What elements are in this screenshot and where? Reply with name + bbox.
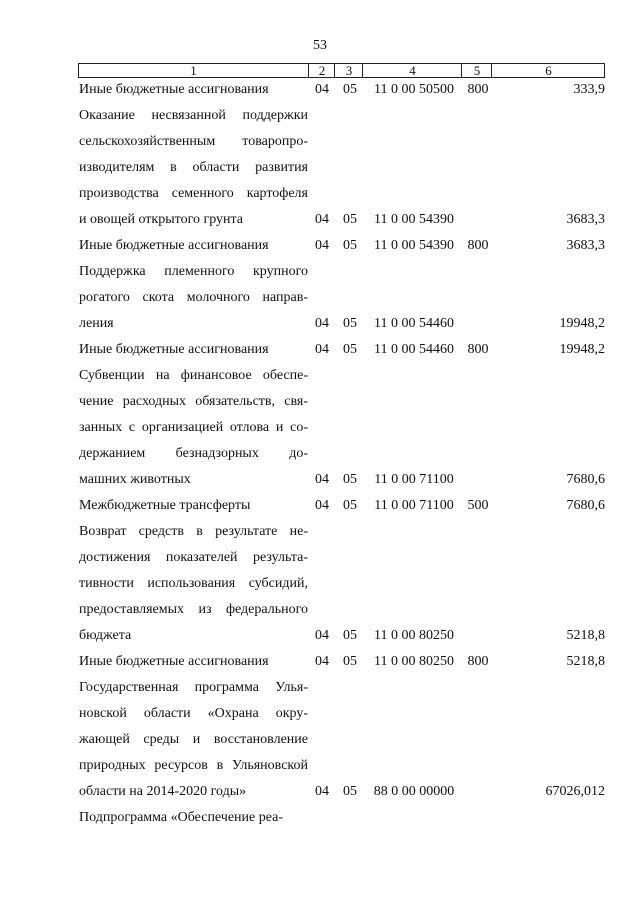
header-col-1: 1 (190, 63, 197, 78)
cell-c6: 5218,8 (566, 628, 605, 643)
description-line: Иные бюджетные ассигнования (79, 342, 269, 357)
description-line: тивности использования субсидий, (79, 576, 308, 591)
description-line: предоставляемых из федерального (79, 602, 308, 617)
cell-c3: 05 (343, 628, 357, 643)
header-col-2: 2 (308, 64, 335, 77)
cell-c4: 11 0 00 50500 (374, 82, 454, 97)
header-col-3: 3 (334, 64, 363, 77)
description-line: области на 2014-2020 годы» (79, 784, 247, 799)
cell-c2: 04 (315, 342, 329, 357)
row-description (79, 103, 308, 233)
cell-c5: 500 (467, 498, 489, 513)
cell-c4: 88 0 00 00000 (373, 784, 455, 799)
description-line: ления (79, 316, 114, 331)
cell-c4: 11 0 00 80250 (374, 628, 454, 643)
row-description (79, 337, 308, 363)
cell-c3: 05 (343, 212, 357, 227)
cell-c2: 04 (315, 628, 329, 643)
cell-c5: 800 (467, 342, 489, 357)
cell-c3: 05 (343, 316, 357, 331)
description-line: Поддержка племенного крупного (79, 264, 308, 279)
row-description (79, 233, 308, 259)
header-col-5: 5 (461, 64, 492, 77)
description-line: Субвенции на финансовое обеспе- (79, 368, 308, 383)
row-description (79, 259, 308, 337)
table-row (0, 337, 640, 363)
row-description (79, 805, 308, 831)
row-description (79, 77, 308, 103)
table-row (0, 675, 640, 805)
cell-c4: 11 0 00 71100 (374, 472, 454, 487)
row-description (79, 493, 308, 519)
cell-c3: 05 (343, 784, 357, 799)
cell-c5: 800 (467, 82, 489, 97)
description-line: бюджета (79, 628, 132, 643)
description-line: машних животных (79, 472, 191, 487)
cell-c2: 04 (315, 654, 329, 669)
table-row (0, 649, 640, 675)
cell-c4: 11 0 00 54460 (374, 342, 454, 357)
description-line: занных с организацией отлова и со- (79, 420, 308, 435)
cell-c6: 67026,012 (545, 784, 605, 799)
description-line: чение расходных обязательств, свя- (79, 394, 308, 409)
cell-c2: 04 (315, 472, 329, 487)
table-row (0, 233, 640, 259)
description-line: Возврат средств в результате не- (79, 524, 308, 539)
cell-c5: 800 (467, 238, 489, 253)
header-col-4: 4 (362, 64, 462, 77)
cell-c5: 800 (467, 654, 489, 669)
header-col-6: 6 (491, 64, 605, 77)
table-row (0, 103, 640, 233)
cell-c2: 04 (315, 238, 329, 253)
description-line: изводителям в области развития (79, 160, 308, 175)
cell-c6: 5218,8 (566, 654, 605, 669)
cell-c2: 04 (315, 498, 329, 513)
description-line: держанием безнадзорных до- (79, 446, 308, 461)
cell-c3: 05 (343, 472, 357, 487)
cell-c2: 04 (315, 212, 329, 227)
cell-c3: 05 (343, 342, 357, 357)
table-row (0, 259, 640, 337)
row-description (79, 675, 308, 805)
cell-c3: 05 (343, 82, 357, 97)
cell-c3: 05 (343, 654, 357, 669)
table-row (0, 519, 640, 649)
row-description (79, 649, 308, 675)
cell-c2: 04 (315, 82, 329, 97)
description-line: Подпрограмма «Обеспечение реа- (79, 810, 284, 825)
row-description (79, 363, 308, 493)
cell-c2: 04 (315, 316, 329, 331)
description-line: Иные бюджетные ассигнования (79, 82, 269, 97)
cell-c4: 11 0 00 54390 (374, 238, 454, 253)
description-line: Государственная программа Улья- (79, 680, 308, 695)
description-line: производства семенного картофеля (79, 186, 308, 201)
description-line: новской области «Охрана окру- (79, 706, 308, 721)
description-line: рогатого скота молочного направ- (79, 290, 308, 305)
cell-c6: 19948,2 (559, 316, 605, 331)
cell-c6: 333,9 (573, 82, 605, 97)
table-row (0, 805, 640, 831)
cell-c4: 11 0 00 54390 (374, 212, 454, 227)
cell-c6: 3683,3 (566, 238, 605, 253)
cell-c3: 05 (343, 498, 357, 513)
row-description (79, 519, 308, 649)
page-number: 53 (313, 38, 327, 53)
table-row (0, 493, 640, 519)
cell-c4: 11 0 00 54460 (374, 316, 454, 331)
table-row (0, 363, 640, 493)
cell-c4: 11 0 00 71100 (374, 498, 454, 513)
cell-c6: 7680,6 (566, 498, 605, 513)
cell-c2: 04 (315, 784, 329, 799)
cell-c3: 05 (343, 238, 357, 253)
description-line: сельскохозяйственным товаропро- (79, 134, 308, 149)
cell-c6: 7680,6 (566, 472, 605, 487)
description-line: Оказание несвязанной поддержки (79, 108, 308, 123)
description-line: и овощей открытого грунта (79, 212, 244, 227)
cell-c4: 11 0 00 80250 (374, 654, 454, 669)
description-line: природных ресурсов в Ульяновской (79, 758, 308, 773)
description-line: достижения показателей результа- (79, 550, 308, 565)
table-row (0, 77, 640, 103)
description-line: Иные бюджетные ассигнования (79, 238, 269, 253)
description-line: Иные бюджетные ассигнования (79, 654, 269, 669)
cell-c6: 19948,2 (559, 342, 605, 357)
cell-c6: 3683,3 (566, 212, 605, 227)
description-line: Межбюджетные трансферты (79, 498, 251, 513)
description-line: жающей среды и восстановление (79, 732, 308, 747)
